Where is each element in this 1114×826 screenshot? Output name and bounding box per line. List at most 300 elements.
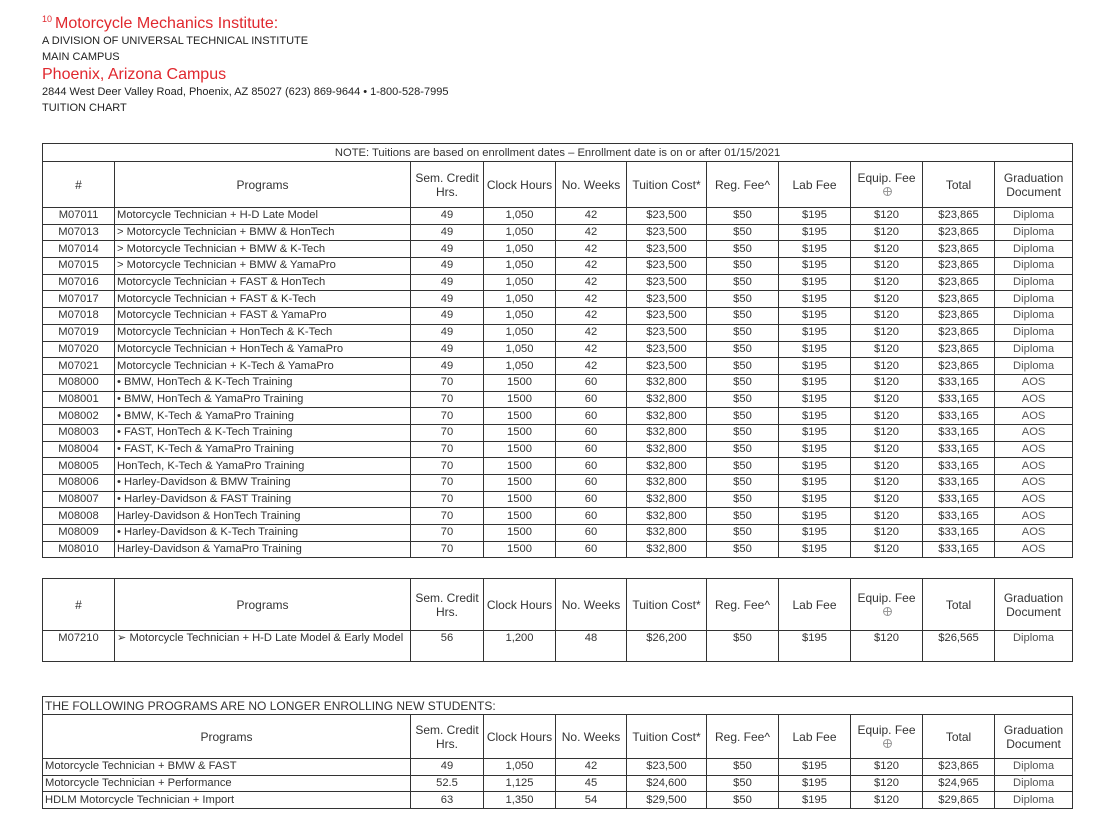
cell-credit: 49 [411,759,484,776]
cell-grad: Diploma [995,258,1073,275]
cell-total: $29,865 [923,792,995,809]
table-row [43,508,1073,525]
cell-tuition: $23,500 [627,224,707,241]
cell-grad: AOS [995,424,1073,441]
cell-lab: $195 [779,291,851,308]
cell-reg: $50 [707,308,779,325]
cell-credit: 56 [411,631,484,662]
cell-program: Motorcycle Technician + H-D Late Model [115,208,411,225]
table-row [43,258,1073,275]
cell-weeks: 42 [556,341,627,358]
cell-total: $26,565 [923,631,995,662]
cell-lab: $195 [779,258,851,275]
cell-weeks: 60 [556,491,627,508]
cell-reg: $50 [707,408,779,425]
cell-lab: $195 [779,324,851,341]
cell-tuition: $23,500 [627,324,707,341]
cell-reg: $50 [707,358,779,375]
cell-credit: 52.5 [411,775,484,792]
cell-total: $23,865 [923,759,995,776]
cell-program: HDLM Motorcycle Technician + Import [43,792,411,809]
cell-program: • FAST, K-Tech & YamaPro Training [115,441,411,458]
cell-equip: $120 [851,541,923,558]
cell-code: M08004 [43,441,115,458]
table-row [43,224,1073,241]
cell-equip: $120 [851,291,923,308]
cell-weeks: 45 [556,775,627,792]
cell-reg: $50 [707,775,779,792]
cell-weeks: 42 [556,759,627,776]
cell-program: Motorcycle Technician + HonTech & K-Tech [115,324,411,341]
cell-code: M08006 [43,475,115,492]
cell-lab: $195 [779,224,851,241]
cell-weeks: 42 [556,308,627,325]
cell-total: $24,965 [923,775,995,792]
col-header-total: Total [923,162,995,208]
cell-reg: $50 [707,631,779,662]
table-row [43,308,1073,325]
institute-line [42,10,448,33]
col-header-total: Total [923,579,995,631]
col-header-programs: Programs [115,162,411,208]
cell-hours: 1,050 [484,241,556,258]
cell-code: M07019 [43,324,115,341]
cell-program: Motorcycle Technician + FAST & YamaPro [115,308,411,325]
table-row [43,324,1073,341]
col-header-equip [851,715,923,759]
table-row [43,631,1073,662]
tuition-table-extended [42,578,1073,662]
cell-weeks: 60 [556,458,627,475]
cell-program: Motorcycle Technician + HonTech & YamaPro [115,341,411,358]
cell-program: Motorcycle Technician + FAST & HonTech [115,274,411,291]
cell-reg: $50 [707,341,779,358]
table-row [43,475,1073,492]
cell-total: $23,865 [923,258,995,275]
cell-grad: AOS [995,491,1073,508]
cell-total: $23,865 [923,224,995,241]
cell-program: Harley-Davidson & YamaPro Training [115,541,411,558]
cell-lab: $195 [779,408,851,425]
cell-lab: $195 [779,374,851,391]
cell-credit: 49 [411,358,484,375]
col-header-credit: Sem. Credit Hrs. [411,579,484,631]
cell-credit: 70 [411,491,484,508]
cell-equip: $120 [851,475,923,492]
cell-weeks: 60 [556,475,627,492]
cell-code: M08001 [43,391,115,408]
col-header-tuition: Tuition Cost* [627,162,707,208]
cell-hours: 1,050 [484,291,556,308]
cell-tuition: $23,500 [627,208,707,225]
cell-total: $33,165 [923,458,995,475]
cell-reg: $50 [707,324,779,341]
cell-total: $33,165 [923,374,995,391]
discontinued-programs-table [42,696,1073,809]
cell-total: $33,165 [923,441,995,458]
cell-lab: $195 [779,341,851,358]
cell-hours: 1,050 [484,258,556,275]
cell-weeks: 60 [556,508,627,525]
cell-program: Harley-Davidson & HonTech Training [115,508,411,525]
col-header-num: # [43,162,115,208]
cell-program: ➢ Motorcycle Technician + H-D Late Model & Early Model [115,631,411,662]
cell-tuition: $32,800 [627,458,707,475]
cell-hours: 1500 [484,458,556,475]
col-header-weeks: No. Weeks [556,715,627,759]
cell-equip: $120 [851,208,923,225]
cell-equip: $120 [851,308,923,325]
crosshair-icon [883,187,892,196]
cell-code: M08010 [43,541,115,558]
cell-credit: 70 [411,525,484,542]
col-header-lab: Lab Fee [779,579,851,631]
table-row [43,391,1073,408]
col-header-equip [851,579,923,631]
campus-type: MAIN CAMPUS [42,51,120,63]
cell-hours: 1,050 [484,308,556,325]
cell-code: M07017 [43,291,115,308]
cell-grad: AOS [995,475,1073,492]
table-row [43,241,1073,258]
cell-lab: $195 [779,475,851,492]
cell-grad: AOS [995,508,1073,525]
cell-credit: 49 [411,241,484,258]
campus-name: Phoenix, Arizona Campus [42,66,227,83]
cell-credit: 70 [411,374,484,391]
cell-credit: 70 [411,441,484,458]
cell-weeks: 60 [556,408,627,425]
cell-tuition: $32,800 [627,541,707,558]
col-header-weeks: No. Weeks [556,162,627,208]
cell-grad: AOS [995,408,1073,425]
cell-equip: $120 [851,408,923,425]
cell-tuition: $32,800 [627,408,707,425]
table-row [43,441,1073,458]
cell-hours: 1500 [484,391,556,408]
cell-reg: $50 [707,491,779,508]
cell-grad: Diploma [995,341,1073,358]
col-header-num: # [43,579,115,631]
col-header-reg: Reg. Fee^ [707,579,779,631]
cell-credit: 70 [411,541,484,558]
cell-total: $23,865 [923,358,995,375]
cell-weeks: 42 [556,358,627,375]
cell-equip: $120 [851,491,923,508]
cell-hours: 1500 [484,525,556,542]
cell-code: M08005 [43,458,115,475]
cell-equip: $120 [851,792,923,809]
cell-hours: 1,050 [484,324,556,341]
cell-tuition: $32,800 [627,391,707,408]
cell-grad: AOS [995,391,1073,408]
cell-equip: $120 [851,324,923,341]
cell-weeks: 42 [556,291,627,308]
table-row [43,458,1073,475]
cell-equip: $120 [851,358,923,375]
cell-program: > Motorcycle Technician + BMW & HonTech [115,224,411,241]
cell-grad: AOS [995,374,1073,391]
col-header-hours: Clock Hours [484,579,556,631]
cell-lab: $195 [779,792,851,809]
cell-grad: Diploma [995,792,1073,809]
cell-equip: $120 [851,525,923,542]
cell-credit: 70 [411,408,484,425]
cell-reg: $50 [707,274,779,291]
cell-tuition: $23,500 [627,341,707,358]
cell-program: • Harley-Davidson & FAST Training [115,491,411,508]
crosshair-icon [883,607,892,616]
cell-tuition: $23,500 [627,274,707,291]
cell-grad: Diploma [995,291,1073,308]
cell-code: M07020 [43,341,115,358]
cell-program: Motorcycle Technician + K-Tech & YamaPro [115,358,411,375]
cell-grad: Diploma [995,358,1073,375]
cell-grad: Diploma [995,224,1073,241]
cell-total: $23,865 [923,208,995,225]
cell-tuition: $23,500 [627,759,707,776]
cell-tuition: $32,800 [627,441,707,458]
table-row [43,759,1073,776]
cell-total: $33,165 [923,491,995,508]
col-header-weeks: No. Weeks [556,579,627,631]
cell-total: $23,865 [923,291,995,308]
cell-program: Motorcycle Technician + FAST & K-Tech [115,291,411,308]
cell-credit: 49 [411,341,484,358]
col-header-hours: Clock Hours [484,715,556,759]
cell-hours: 1,050 [484,208,556,225]
cell-total: $33,165 [923,391,995,408]
cell-reg: $50 [707,759,779,776]
cell-tuition: $32,800 [627,525,707,542]
cell-program: • BMW, K-Tech & YamaPro Training [115,408,411,425]
institute-name: Motorcycle Mechanics Institute: [55,15,279,32]
cell-tuition: $23,500 [627,358,707,375]
cell-hours: 1500 [484,541,556,558]
cell-code: M08000 [43,374,115,391]
cell-total: $33,165 [923,525,995,542]
cell-equip: $120 [851,258,923,275]
cell-total: $23,865 [923,324,995,341]
cell-grad: Diploma [995,324,1073,341]
chart-title: TUITION CHART [42,102,127,114]
cell-code: M08009 [43,525,115,542]
cell-total: $23,865 [923,308,995,325]
cell-hours: 1,200 [484,631,556,662]
cell-program: • BMW, HonTech & K-Tech Training [115,374,411,391]
cell-grad: AOS [995,541,1073,558]
cell-equip: $120 [851,424,923,441]
col-header-lab: Lab Fee [779,715,851,759]
cell-reg: $50 [707,525,779,542]
cell-reg: $50 [707,458,779,475]
cell-tuition: $29,500 [627,792,707,809]
cell-weeks: 60 [556,525,627,542]
cell-credit: 49 [411,291,484,308]
document-header [42,10,448,116]
cell-equip: $120 [851,391,923,408]
cell-lab: $195 [779,241,851,258]
cell-total: $23,865 [923,241,995,258]
cell-code: M07015 [43,258,115,275]
crosshair-icon [883,739,892,748]
equip-label: Equip. Fee [857,590,916,605]
cell-hours: 1500 [484,508,556,525]
cell-hours: 1,050 [484,224,556,241]
cell-credit: 49 [411,274,484,291]
cell-credit: 70 [411,458,484,475]
cell-total: $23,865 [923,274,995,291]
cell-hours: 1,050 [484,341,556,358]
col-header-credit: Sem. Credit Hrs. [411,715,484,759]
cell-grad: AOS [995,525,1073,542]
cell-total: $33,165 [923,541,995,558]
cell-reg: $50 [707,241,779,258]
cell-weeks: 54 [556,792,627,809]
cell-equip: $120 [851,759,923,776]
cell-reg: $50 [707,208,779,225]
cell-equip: $120 [851,458,923,475]
table-row [43,374,1073,391]
cell-program: • BMW, HonTech & YamaPro Training [115,391,411,408]
cell-code: M08003 [43,424,115,441]
cell-lab: $195 [779,308,851,325]
col-header-reg: Reg. Fee^ [707,715,779,759]
cell-grad: Diploma [995,775,1073,792]
cell-weeks: 60 [556,541,627,558]
cell-program: • Harley-Davidson & BMW Training [115,475,411,492]
cell-lab: $195 [779,424,851,441]
cell-grad: Diploma [995,274,1073,291]
table-row [43,525,1073,542]
cell-reg: $50 [707,258,779,275]
equip-label: Equip. Fee [857,170,916,185]
equip-label: Equip. Fee [857,722,916,737]
cell-code: M07210 [43,631,115,662]
cell-reg: $50 [707,475,779,492]
cell-hours: 1500 [484,491,556,508]
cell-tuition: $32,800 [627,508,707,525]
enrollment-note: NOTE: Tuitions are based on enrollment dates – Enrollment date is on or after 01/15/2021 [43,144,1073,162]
cell-equip: $120 [851,508,923,525]
cell-lab: $195 [779,631,851,662]
cell-code: M08007 [43,491,115,508]
table-row [43,408,1073,425]
cell-program: Motorcycle Technician + BMW & FAST [43,759,411,776]
table-row [43,541,1073,558]
cell-grad: Diploma [995,208,1073,225]
cell-code: M08008 [43,508,115,525]
cell-code: M07021 [43,358,115,375]
cell-credit: 49 [411,224,484,241]
cell-weeks: 48 [556,631,627,662]
cell-credit: 70 [411,508,484,525]
cell-weeks: 42 [556,324,627,341]
cell-weeks: 60 [556,391,627,408]
cell-hours: 1500 [484,408,556,425]
col-header-tuition: Tuition Cost* [627,579,707,631]
cell-code: M08002 [43,408,115,425]
cell-lab: $195 [779,274,851,291]
cell-hours: 1500 [484,441,556,458]
cell-code: M07016 [43,274,115,291]
cell-equip: $120 [851,274,923,291]
table-row [43,291,1073,308]
cell-total: $33,165 [923,508,995,525]
cell-total: $33,165 [923,475,995,492]
cell-tuition: $23,500 [627,291,707,308]
cell-hours: 1,125 [484,775,556,792]
cell-lab: $195 [779,491,851,508]
cell-weeks: 42 [556,258,627,275]
col-header-grad: Graduation Document [995,715,1073,759]
col-header-credit: Sem. Credit Hrs. [411,162,484,208]
cell-hours: 1,050 [484,274,556,291]
division-text: A DIVISION OF UNIVERSAL TECHNICAL INSTITUTE [42,35,309,47]
tuition-table-main [42,143,1073,558]
table-row [43,491,1073,508]
cell-total: $23,865 [923,341,995,358]
cell-reg: $50 [707,224,779,241]
cell-reg: $50 [707,391,779,408]
cell-tuition: $32,800 [627,374,707,391]
cell-grad: Diploma [995,308,1073,325]
cell-tuition: $32,800 [627,424,707,441]
col-header-lab: Lab Fee [779,162,851,208]
cell-tuition: $24,600 [627,775,707,792]
cell-credit: 49 [411,324,484,341]
cell-reg: $50 [707,441,779,458]
cell-weeks: 42 [556,241,627,258]
col-header-hours: Clock Hours [484,162,556,208]
cell-weeks: 42 [556,274,627,291]
cell-program: Motorcycle Technician + Performance [43,775,411,792]
table-row [43,358,1073,375]
cell-lab: $195 [779,508,851,525]
cell-reg: $50 [707,424,779,441]
cell-lab: $195 [779,775,851,792]
col-header-tuition: Tuition Cost* [627,715,707,759]
cell-credit: 49 [411,258,484,275]
table-row [43,792,1073,809]
cell-equip: $120 [851,341,923,358]
cell-tuition: $23,500 [627,241,707,258]
cell-equip: $120 [851,775,923,792]
table-row [43,424,1073,441]
cell-lab: $195 [779,525,851,542]
cell-total: $33,165 [923,408,995,425]
cell-tuition: $32,800 [627,491,707,508]
cell-code: M07011 [43,208,115,225]
cell-program: HonTech, K-Tech & YamaPro Training [115,458,411,475]
table-row [43,775,1073,792]
discontinued-banner: THE FOLLOWING PROGRAMS ARE NO LONGER ENROLLING NEW STUDENTS: [43,697,1073,715]
table-row [43,274,1073,291]
cell-lab: $195 [779,441,851,458]
cell-grad: AOS [995,458,1073,475]
cell-tuition: $23,500 [627,308,707,325]
table-row [43,208,1073,225]
cell-reg: $50 [707,291,779,308]
cell-equip: $120 [851,374,923,391]
cell-reg: $50 [707,792,779,809]
cell-lab: $195 [779,391,851,408]
col-header-total: Total [923,715,995,759]
cell-credit: 49 [411,308,484,325]
address-text: 2844 West Deer Valley Road, Phoenix, AZ 85027 (623) 869-9644 • 1-800-528-7995 [42,86,449,98]
cell-hours: 1500 [484,475,556,492]
cell-code: M07013 [43,224,115,241]
